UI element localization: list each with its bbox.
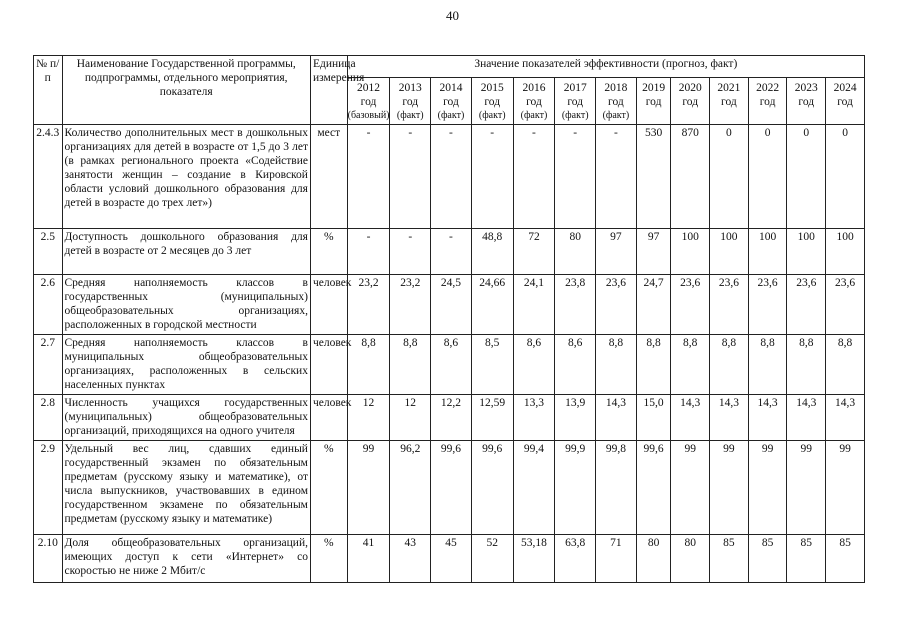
indicator-value: 14,3 — [596, 395, 637, 441]
row-number: 2.10 — [34, 535, 63, 583]
header-year-note: (факт) — [396, 110, 424, 121]
indicator-value: 24,66 — [471, 275, 513, 335]
indicator-value: 13,3 — [513, 395, 555, 441]
header-year-sub: год — [484, 96, 501, 108]
table-row — [34, 335, 865, 395]
header-year-sub: год — [526, 96, 542, 108]
header-year-sub: год — [837, 96, 853, 108]
header-year-year: 2016 — [522, 82, 546, 94]
row-number: 2.8 — [34, 395, 63, 441]
indicator-value: - — [347, 125, 390, 229]
indicator-value: 0 — [748, 125, 787, 229]
indicator-name: Доля общеобразовательных организаций, имеющих доступ к сети «Интернет» со скоростью не ниже 2 Мбит/с — [62, 535, 310, 583]
indicator-value: - — [431, 229, 472, 275]
indicator-value: 12 — [390, 395, 431, 441]
table-row — [34, 125, 865, 229]
indicator-value: 12,2 — [431, 395, 472, 441]
header-year-sub: год — [443, 96, 459, 108]
header-year-sub: год — [721, 96, 737, 108]
header-year — [671, 78, 710, 125]
indicator-value: - — [431, 125, 472, 229]
indicator-value: 23,6 — [710, 275, 749, 335]
indicator-unit: человек — [310, 275, 347, 335]
indicator-value: 8,8 — [596, 335, 637, 395]
indicator-value: 23,8 — [555, 275, 596, 335]
indicator-value: 23,6 — [826, 275, 865, 335]
header-year-sub: год — [759, 96, 776, 108]
header-year — [787, 78, 826, 125]
indicator-value: 530 — [636, 125, 671, 229]
table-header — [34, 56, 865, 125]
indicator-value: 99,6 — [471, 441, 513, 535]
header-year-sub: год — [567, 96, 584, 108]
indicator-value: 23,2 — [347, 275, 390, 335]
header-year-sub: год — [645, 96, 662, 108]
indicator-value: 24,1 — [513, 275, 555, 335]
header-year — [555, 78, 596, 125]
header-year — [471, 78, 513, 125]
indicator-value: 85 — [826, 535, 865, 583]
indicator-value: 12,59 — [471, 395, 513, 441]
header-year — [431, 78, 472, 125]
header-year-year: 2023 — [794, 82, 818, 94]
indicator-value: 8,6 — [431, 335, 472, 395]
row-number: 2.6 — [34, 275, 63, 335]
header-year — [513, 78, 555, 125]
indicator-value: 80 — [636, 535, 671, 583]
indicator-value: 99 — [748, 441, 787, 535]
header-num: № п/п — [34, 56, 63, 125]
indicator-value: 15,0 — [636, 395, 671, 441]
header-year — [596, 78, 637, 125]
indicator-value: 23,6 — [671, 275, 710, 335]
indicator-value: 14,3 — [748, 395, 787, 441]
header-year-note: (факт) — [478, 110, 506, 121]
row-number: 2.5 — [34, 229, 63, 275]
indicator-value: 100 — [748, 229, 787, 275]
indicator-value: 71 — [596, 535, 637, 583]
indicator-value: 8,6 — [555, 335, 596, 395]
indicator-value: 99 — [787, 441, 826, 535]
indicator-value: 0 — [787, 125, 826, 229]
indicator-value: 85 — [710, 535, 749, 583]
indicator-value: 13,9 — [555, 395, 596, 441]
indicator-value: 8,6 — [513, 335, 555, 395]
indicator-value: 100 — [787, 229, 826, 275]
indicator-value: 14,3 — [787, 395, 826, 441]
indicator-unit: человек — [310, 395, 347, 441]
indicator-value: 97 — [636, 229, 671, 275]
header-year-note: (факт) — [602, 110, 630, 121]
indicator-value: 0 — [710, 125, 749, 229]
indicator-value: 63,8 — [555, 535, 596, 583]
indicator-value: 72 — [513, 229, 555, 275]
header-year-year: 2022 — [756, 82, 780, 94]
header-year-year: 2018 — [604, 82, 628, 94]
indicator-value: 48,8 — [471, 229, 513, 275]
indicator-value: 80 — [555, 229, 596, 275]
indicators-table — [33, 55, 865, 583]
header-year-sub: год — [402, 96, 419, 108]
table-row — [34, 441, 865, 535]
indicator-value: 23,6 — [596, 275, 637, 335]
row-number: 2.9 — [34, 441, 63, 535]
indicator-unit: человек — [310, 335, 347, 395]
indicator-value: 41 — [347, 535, 390, 583]
indicator-name: Удельный вес лиц, сдавших единый государственный экзамен по обязательным предметам (русскому языку и математике), от числа выпускников, участвовавших в едином государственном экзамене по обязательным предметам (русскому языку и математике) — [62, 441, 310, 535]
indicator-value: 8,8 — [787, 335, 826, 395]
header-year — [748, 78, 787, 125]
indicator-unit: % — [310, 441, 347, 535]
indicator-value: 12 — [347, 395, 390, 441]
indicator-value: 8,8 — [636, 335, 671, 395]
indicator-value: 14,3 — [826, 395, 865, 441]
header-year-sub: год — [798, 96, 815, 108]
header-year-year: 2019 — [642, 82, 666, 94]
indicator-value: 52 — [471, 535, 513, 583]
indicator-value: 8,8 — [671, 335, 710, 395]
header-year-sub: год — [360, 96, 377, 108]
indicator-value: - — [596, 125, 637, 229]
header-year — [390, 78, 431, 125]
header-year-year: 2014 — [439, 82, 463, 94]
indicator-value: - — [555, 125, 596, 229]
row-number: 2.4.3 — [34, 125, 63, 229]
indicator-value: 99,8 — [596, 441, 637, 535]
indicator-value: 24,5 — [431, 275, 472, 335]
indicator-unit: % — [310, 229, 347, 275]
indicator-value: 0 — [826, 125, 865, 229]
indicator-value: 53,18 — [513, 535, 555, 583]
row-number: 2.7 — [34, 335, 63, 395]
header-year-year: 2021 — [717, 82, 741, 94]
header-year-sub: год — [608, 96, 624, 108]
indicator-name: Доступность дошкольного образования для детей в возрасте от 2 месяцев до 3 лет — [62, 229, 310, 275]
indicator-value: 24,7 — [636, 275, 671, 335]
indicator-value: 870 — [671, 125, 710, 229]
indicator-value: 14,3 — [671, 395, 710, 441]
header-year-note: (базовый) — [347, 110, 390, 121]
indicator-value: - — [347, 229, 390, 275]
indicator-name: Количество дополнительных мест в дошкольных организациях для детей в возрасте от 1,5 до 3 лет (в рамках регионального проекта «Содействие занятости женщин – создание в Кировской области условий дошкольного образования для детей в возрасте до трех лет») — [62, 125, 310, 229]
indicator-name: Средняя наполняемость классов в государственных (муниципальных) общеобразовательных организациях, расположенных в городской местности — [62, 275, 310, 335]
indicator-value: 45 — [431, 535, 472, 583]
header-year-year: 2013 — [398, 82, 422, 94]
header-year-note: (факт) — [437, 110, 465, 121]
indicator-value: 8,8 — [347, 335, 390, 395]
indicator-value: - — [471, 125, 513, 229]
table-row — [34, 535, 865, 583]
indicator-value: 99 — [347, 441, 390, 535]
header-year-note: (факт) — [520, 110, 548, 121]
header-year-sub: год — [682, 96, 699, 108]
table-row — [34, 395, 865, 441]
indicator-value: 23,2 — [390, 275, 431, 335]
indicator-value: 99 — [710, 441, 749, 535]
indicator-value: 14,3 — [710, 395, 749, 441]
indicator-value: 80 — [671, 535, 710, 583]
indicator-value: - — [390, 125, 431, 229]
header-year-year: 2024 — [833, 82, 857, 94]
indicator-value: 97 — [596, 229, 637, 275]
header-values-group: Значение показателей эффективности (прогноз, факт) — [347, 56, 864, 78]
header-year-year: 2017 — [563, 82, 587, 94]
indicator-value: 99 — [671, 441, 710, 535]
header-name: Наименование Государственной программы, подпрограммы, отдельного мероприятия, показателя — [62, 56, 310, 125]
indicator-value: 43 — [390, 535, 431, 583]
indicator-value: 99,6 — [636, 441, 671, 535]
header-year-year: 2012 — [357, 82, 380, 94]
indicator-value: 100 — [826, 229, 865, 275]
indicator-value: 23,6 — [787, 275, 826, 335]
indicator-value: 96,2 — [390, 441, 431, 535]
indicator-name: Средняя наполняемость классов в муниципальных общеобразовательных организациях, расположенных в сельских населенных пунктах — [62, 335, 310, 395]
header-year-year: 2020 — [678, 82, 702, 94]
indicator-value: 85 — [748, 535, 787, 583]
header-year — [826, 78, 865, 125]
header-year — [710, 78, 749, 125]
table-row — [34, 229, 865, 275]
page-number: 40 — [446, 8, 459, 23]
indicator-value: 100 — [710, 229, 749, 275]
indicator-unit: мест — [310, 125, 347, 229]
indicator-value: 8,8 — [710, 335, 749, 395]
indicator-value: 99,4 — [513, 441, 555, 535]
header-unit: Единица измерения — [310, 56, 347, 125]
indicator-value: 8,8 — [826, 335, 865, 395]
indicator-unit: % — [310, 535, 347, 583]
table-row — [34, 275, 865, 335]
header-year-year: 2015 — [480, 82, 504, 94]
indicator-value: 100 — [671, 229, 710, 275]
indicator-value: 99,9 — [555, 441, 596, 535]
indicator-value: 8,8 — [748, 335, 787, 395]
indicator-value: 99 — [826, 441, 865, 535]
indicator-value: 8,8 — [390, 335, 431, 395]
header-year-note: (факт) — [561, 110, 589, 121]
indicator-value: - — [390, 229, 431, 275]
indicator-value: 23,6 — [748, 275, 787, 335]
indicator-value: 85 — [787, 535, 826, 583]
indicator-value: 99,6 — [431, 441, 472, 535]
table-body — [34, 125, 865, 583]
indicator-value: - — [513, 125, 555, 229]
header-year — [636, 78, 671, 125]
indicator-name: Численность учащихся государственных (муниципальных) общеобразовательных организаций, приходящихся на одного учителя — [62, 395, 310, 441]
indicator-value: 8,5 — [471, 335, 513, 395]
header-year — [347, 78, 390, 125]
